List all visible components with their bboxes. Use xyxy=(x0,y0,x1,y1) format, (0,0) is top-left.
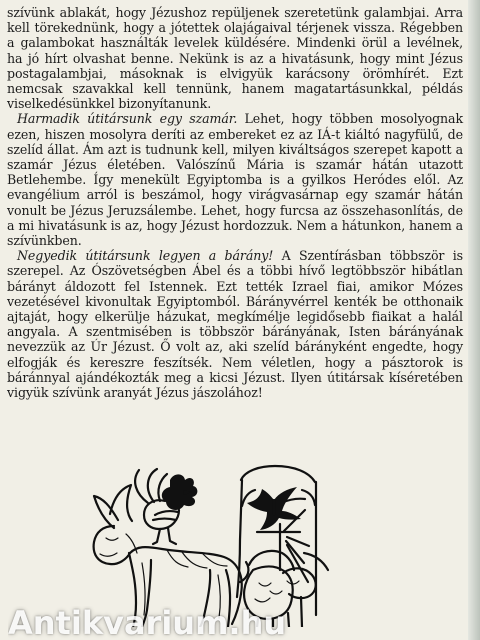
paragraph-2-lead: Harmadik útitársunk egy szamár. xyxy=(17,111,238,127)
paragraph-3-text: A Szentírásban többször is szerepel. Az Ószövetségben Ábel és a többi hívő legtöbbször hibátlan bárányt áldozott fel Istennek. Ezt tették Izrael fiai, amikor Mózes vezetésével kivonultak Egyiptomból. Bárányvérrel kenték be otthonaik ajtaját, hogy elkerülje házukat, megkímélje legidősebb fiaikat a halál angyala. A szentmisében is többször bárányának, Isten bárányának nevezzük az Úr Jézust. Ő volt az, aki szelíd bárányként engedte, hogy elfogják és kereszre feszítsék. Nem véletlen, hogy a pásztorok is báránnyal ajándékozták meg a kicsi Jézust. Ilyen útitársak kíséretében vigyük szívünk aranyát Jézus jászolához! xyxy=(7,248,463,401)
paragraph-1-text: szívünk ablakát, hogy Jézushoz repüljenek szeretetünk galambjai. Arra kell törekednünk, hogy a jótettek olajágaival térjenek vissza. Régebben a galambokat használták levelek küldésére. Mindenki örül a levélnek, ha jó hírt olvashat benne. Nekünk is az a hivatásunk, hogy mint Jézus postagalambjai, másoknak is elvigyük karácsony örömhírét. Ezt nemcsak szavakkal kell tennünk, hanem magatartásunkkal, példás viselkedésünkkel bizonyítanunk. xyxy=(7,5,463,112)
paragraph-2-text: Lehet, hogy többen mosolyognak ezen, hiszen mosolyra deríti az embereket ez az IÁ-t kiáltó nagyfülű, de szelíd állat. Ám azt is tudnunk kell, milyen kiváltságos szerepet kapott a szamár Jézus életében. Valószínű Mária is szamár hátán utazott Betlehembe. Így menekült Egyiptomba is a gyilkos Heródes elől. Az evangélium arról is beszámol, hogy virágvasárnap egy szamár hátán vonult be Jézus Jeruzsálembe. Lehet, hogy furcsa az összehasonlítás, de a mi hivatásunk is az, hogy Jézust hordozzuk. Nem a hátunkon, hanem a szívünkben. xyxy=(7,111,463,249)
donkey-and-rooster-icon xyxy=(94,469,249,627)
dove-and-lamb-icon xyxy=(237,466,328,627)
rooster-icon xyxy=(135,469,197,544)
illustration-svg xyxy=(8,462,462,627)
paragraph-1 xyxy=(7,5,463,111)
article-text xyxy=(7,5,463,400)
page-edge xyxy=(468,0,480,640)
paragraph-2 xyxy=(7,111,463,248)
watermark-text: Antikvarium.hu xyxy=(8,606,287,640)
illustrations xyxy=(8,462,462,627)
paragraph-3-lead: Negyedik útitársunk legyen a bárány! xyxy=(17,248,274,264)
paragraph-3 xyxy=(7,248,463,400)
